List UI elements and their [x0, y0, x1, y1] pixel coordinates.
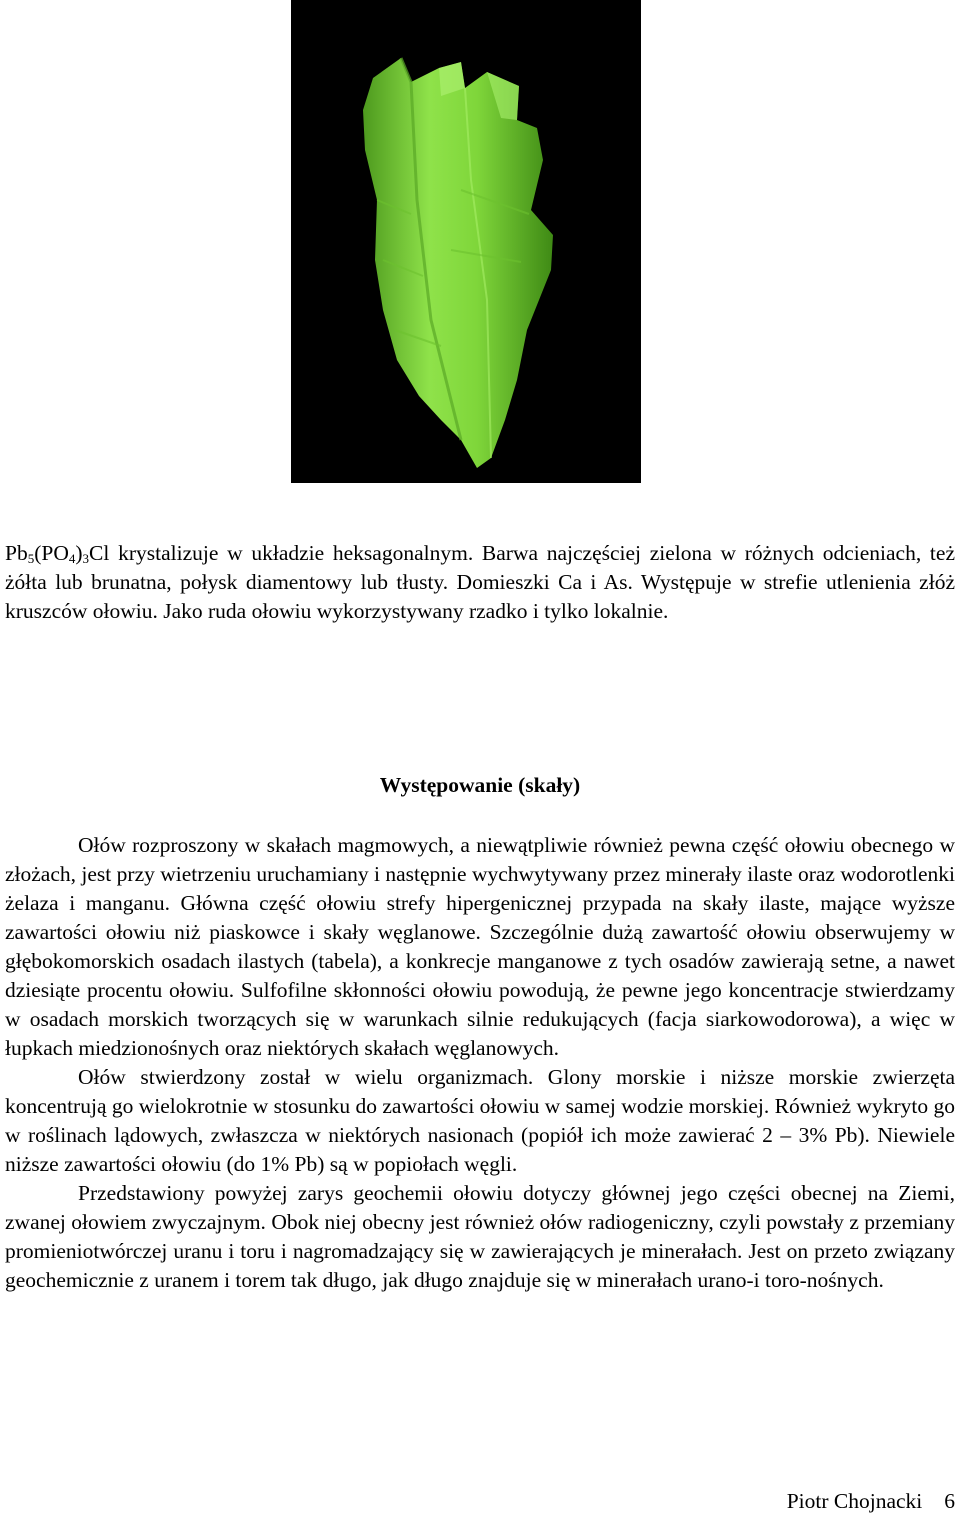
- page-number: 6: [944, 1489, 955, 1513]
- formula-close: ): [75, 541, 83, 565]
- page-footer: [787, 1489, 955, 1514]
- formula-pb-subscript: 5: [27, 551, 35, 566]
- section-heading: Występowanie (skały): [379, 773, 581, 797]
- paragraph-3: Przedstawiony powyżej zarys geochemii ołowiu dotyczy głównej jego części obecnej na Ziemi, zwanej ołowiem zwyczajnym. Obok niej obecny jest również ołów radiogeniczny, czyli powstały z przemiany promieniotwórczej uranu i toru i nagromadzający się w zawierających je minerałach. Jest on przeto związany geochemicznie z uranem i torem tak długo, jak długo znajduje się w minerałach urano-i toro-nośnych.: [5, 1181, 955, 1292]
- formula-cl: Cl: [89, 541, 110, 565]
- crystal-photo: [291, 0, 641, 483]
- description-text: krystalizuje w układzie heksagonalnym. Barwa najczęściej zielona w różnych odcieniach, też żółta lub brunatna, połysk diamentowy lub tłusty. Domieszki Ca i As. Występuje w strefie utlenienia złóż kruszców ołowiu. Jako ruda ołowiu wykorzystywany rzadko i tylko lokalnie.: [5, 541, 955, 623]
- section-body: [5, 831, 955, 1295]
- footer-author: Piotr Chojnacki: [786, 1489, 923, 1513]
- mineral-description: [5, 539, 955, 626]
- paragraph-1: Ołów rozproszony w skałach magmowych, a niewątpliwie również pewna część ołowiu obecnego w złożach, jest przy wietrzeniu uruchamiany i następnie wychwytywany przez minerały ilaste oraz wodorotlenki żelaza i manganu. Główna część ołowiu strefy hipergenicznej przypada na skały ilaste, mające wyższe zawartości ołowiu niż piaskowce i skały węglanowe. Szczególnie dużą zawartość ołowiu obserwujemy w głębokomorskich osadach ilastych (tabela), a konkrecje manganowe z tych osadów zawierają setne, a nawet dziesiąte procentu ołowiu. Sulfofilne skłonności ołowiu powodują, że pewne jego koncentracje stwierdzamy w osadach morskich tworzących się w warunkach silnie redukujących (facja siarkowodorowa), a więc w łupkach miedzionośnych oraz niektórych skałach węglanowych.: [5, 833, 955, 1060]
- formula-close-subscript: 3: [82, 551, 90, 566]
- formula-po: (PO: [34, 541, 69, 565]
- paragraph-2: Ołów stwierdzony został w wielu organizmach. Glony morskie i niższe morskie zwierzęta koncentrują go wielokrotnie w stosunku do zawartości ołowiu w samej wodzie morskiej. Również wykryto go w roślinach lądowych, zwłaszcza w niektórych nasionach (popiół ich może zawierać 2 – 3% Pb). Niewiele niższe zawartości ołowiu (do 1% Pb) są w popiołach węgli.: [5, 1065, 955, 1176]
- formula-pb: Pb: [5, 541, 28, 565]
- formula-po-subscript: 4: [68, 551, 76, 566]
- green-crystal-photo-icon: [291, 0, 641, 483]
